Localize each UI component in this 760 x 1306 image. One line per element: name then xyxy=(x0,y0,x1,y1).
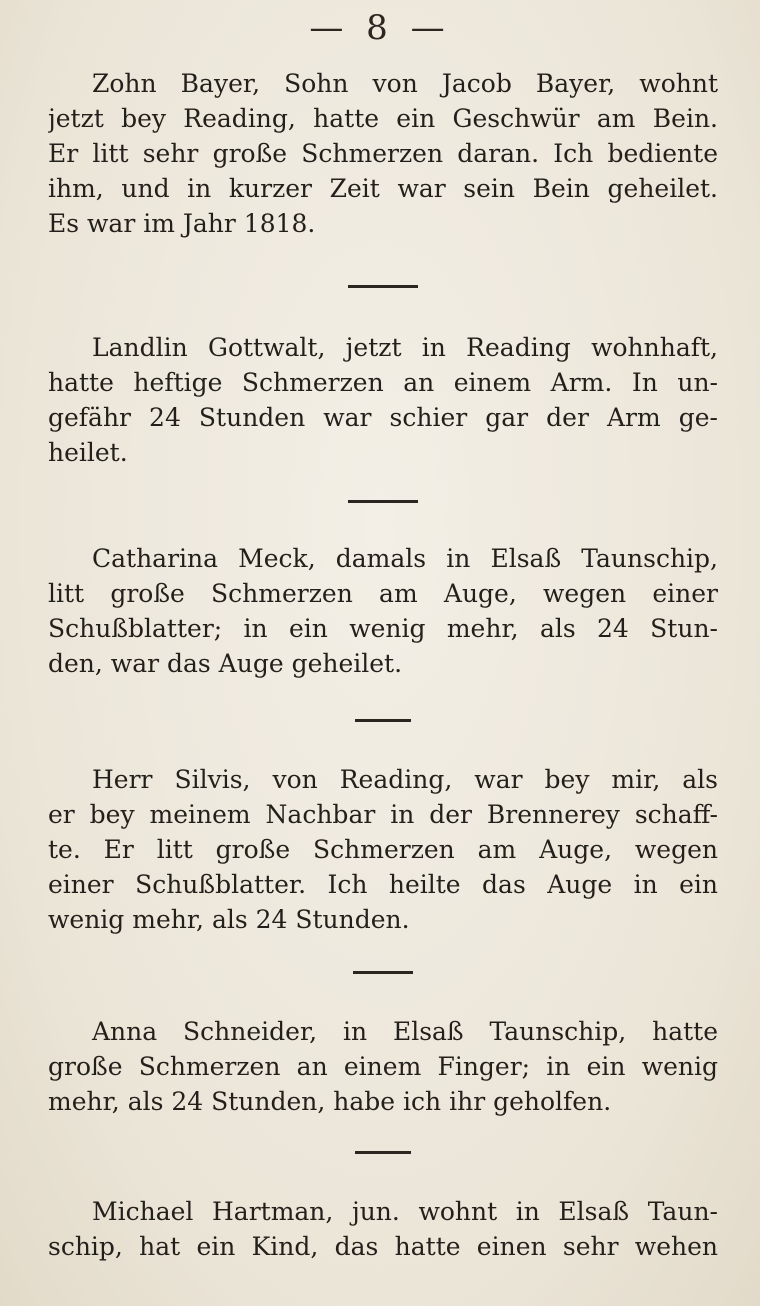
separator-rule xyxy=(353,971,413,974)
separator-rule xyxy=(348,285,418,288)
text-line: er bey meinem Nachbar in der Brennerey schaff- xyxy=(48,800,718,829)
entry-hartman xyxy=(48,1194,718,1264)
text-line: gefähr 24 Stunden war schier gar der Arm ge- xyxy=(48,403,718,432)
text-line: heilet. xyxy=(48,438,128,467)
text-line: Anna Schneider, in Elsaß Taunschip, hatte xyxy=(92,1017,718,1046)
text-line: hatte heftige Schmerzen an einem Arm. In un- xyxy=(48,368,718,397)
text-line: den, war das Auge geheilet. xyxy=(48,649,403,678)
entry-schneider xyxy=(48,1014,718,1119)
text-line: jetzt bey Reading, hatte ein Geschwür am Bein. xyxy=(48,104,718,133)
text-line: Herr Silvis, von Reading, war bey mir, als xyxy=(92,765,718,794)
entry-silvis xyxy=(48,762,718,937)
text-line: einer Schußblatter. Ich heilte das Auge in ein xyxy=(48,870,718,899)
separator-rule xyxy=(348,500,418,503)
text-line: Er litt sehr große Schmerzen daran. Ich bediente xyxy=(48,139,718,168)
text-line: große Schmerzen an einem Finger; in ein wenig xyxy=(48,1052,718,1081)
text-line: litt große Schmerzen am Auge, wegen einer xyxy=(48,579,718,608)
page-number: — 8 — xyxy=(309,8,451,48)
text-line: Schußblatter; in ein wenig mehr, als 24 Stun- xyxy=(48,614,718,643)
separator-rule xyxy=(355,719,411,722)
text-line: ihm, und in kurzer Zeit war sein Bein geheilet. xyxy=(48,174,718,203)
separator-rule xyxy=(355,1151,411,1154)
entry-meck xyxy=(48,541,718,681)
text-line: Es war im Jahr 1818. xyxy=(48,209,316,238)
text-line: Landlin Gottwalt, jetzt in Reading wohnhaft, xyxy=(92,333,718,362)
entry-gottwalt xyxy=(48,330,718,470)
text-line: schip, hat ein Kind, das hatte einen sehr wehen xyxy=(48,1232,718,1261)
text-line: Michael Hartman, jun. wohnt in Elsaß Taun- xyxy=(92,1197,718,1226)
text-line: Zohn Bayer, Sohn von Jacob Bayer, wohnt xyxy=(92,69,718,98)
text-line: mehr, als 24 Stunden, habe ich ihr geholfen. xyxy=(48,1087,612,1116)
entry-bayer xyxy=(48,66,718,241)
text-column xyxy=(48,66,718,1264)
text-line: wenig mehr, als 24 Stunden. xyxy=(48,905,410,934)
text-line: te. Er litt große Schmerzen am Auge, wegen xyxy=(48,835,718,864)
text-line: Catharina Meck, damals in Elsaß Taunschip, xyxy=(92,544,718,573)
